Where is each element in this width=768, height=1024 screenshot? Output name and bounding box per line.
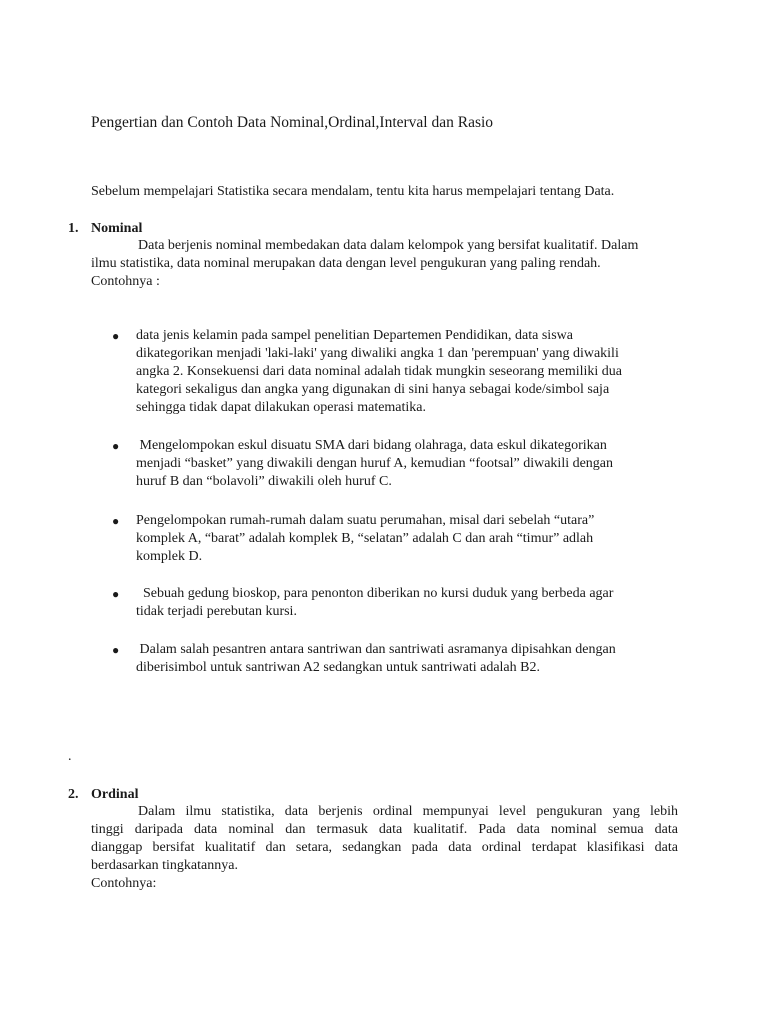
paragraph-line: tinggi daripada data nominal dan termasuk data kualitatif. Pada data nominal semua data — [91, 822, 678, 837]
bullet-icon: ● — [112, 514, 120, 528]
list-item-text: Sebuah gedung bioskop, para penonton diberikan no kursi duduk yang berbeda agar tidak terjadi perebutan kursi. — [136, 586, 614, 619]
bullet-icon: ● — [112, 439, 120, 453]
paragraph-line: Contohnya: — [91, 876, 157, 891]
list-item-text: data jenis kelamin pada sampel penelitian Departemen Pendidikan, data siswa dikategorikan menjadi 'laki-laki' yang diwaliki angka 1 dan 'perempuan' yang diwakili angka 2. Konsekuensi dari data nominal adalah tidak mungkin seseorang memiliki dua kategori sekaligus dan angka yang digunakan di sini hanya sebagai kode/simbol saja sehingga tidak dapat dilakukan operasi matematika. — [136, 328, 622, 415]
bullet-icon: ● — [112, 587, 120, 601]
bullet-icon: ● — [112, 329, 120, 343]
list-item-text: Mengelompokan eskul disuatu SMA dari bidang olahraga, data eskul dikategorikan menjadi “basket” yang diwakili dengan huruf A, kemudian “footsal” diwakili dengan huruf B dan “bolavoli” diwakili oleh huruf C. — [136, 438, 614, 489]
intro-paragraph: Sebelum mempelajari Statistika secara mendalam, tentu kita harus mempelajari tentang Data. — [91, 184, 615, 199]
section-number: 2. — [68, 787, 79, 802]
section-heading-text: Nominal — [91, 221, 143, 236]
list-item-text: Dalam salah pesantren antara santriwan dan santriwati asramanya dipisahkan dengan diberisimbol untuk santriwan A2 sedangkan untuk santriwati adalah B2. — [136, 642, 616, 675]
section-heading-ordinal — [68, 786, 138, 804]
paragraph-line: Data berjenis nominal membedakan data dalam kelompok yang bersifat kualitatif. Dalam — [138, 238, 639, 253]
section-heading-text: Ordinal — [91, 787, 139, 802]
nominal-paragraph — [91, 237, 681, 291]
paragraph-line: Contohnya : — [91, 274, 160, 289]
ordinal-paragraph — [91, 803, 678, 893]
section-number: 1. — [68, 221, 79, 236]
paragraph-line: ilmu statistika, data nominal merupakan data dengan level pengukuran yang paling rendah. — [91, 256, 601, 271]
paragraph-line: dianggap bersifat kualitatif dan setara, sedangkan pada data ordinal terdapat klasifikasi data — [91, 840, 678, 855]
stray-mark: . — [68, 749, 72, 764]
section-heading-nominal — [68, 220, 142, 238]
paragraph-line: Dalam ilmu statistika, data berjenis ordinal mempunyai level pengukuran yang lebih — [138, 804, 678, 819]
document-title: Pengertian dan Contoh Data Nominal,Ordinal,Interval dan Rasio — [91, 114, 494, 131]
bullet-icon: ● — [112, 643, 120, 657]
paragraph-line: berdasarkan tingkatannya. — [91, 858, 238, 873]
list-item-text: Pengelompokan rumah-rumah dalam suatu perumahan, misal dari sebelah “utara” komplek A, “barat” adalah komplek B, “selatan” adalah C dan arah “timur” adlah komplek D. — [136, 513, 595, 564]
